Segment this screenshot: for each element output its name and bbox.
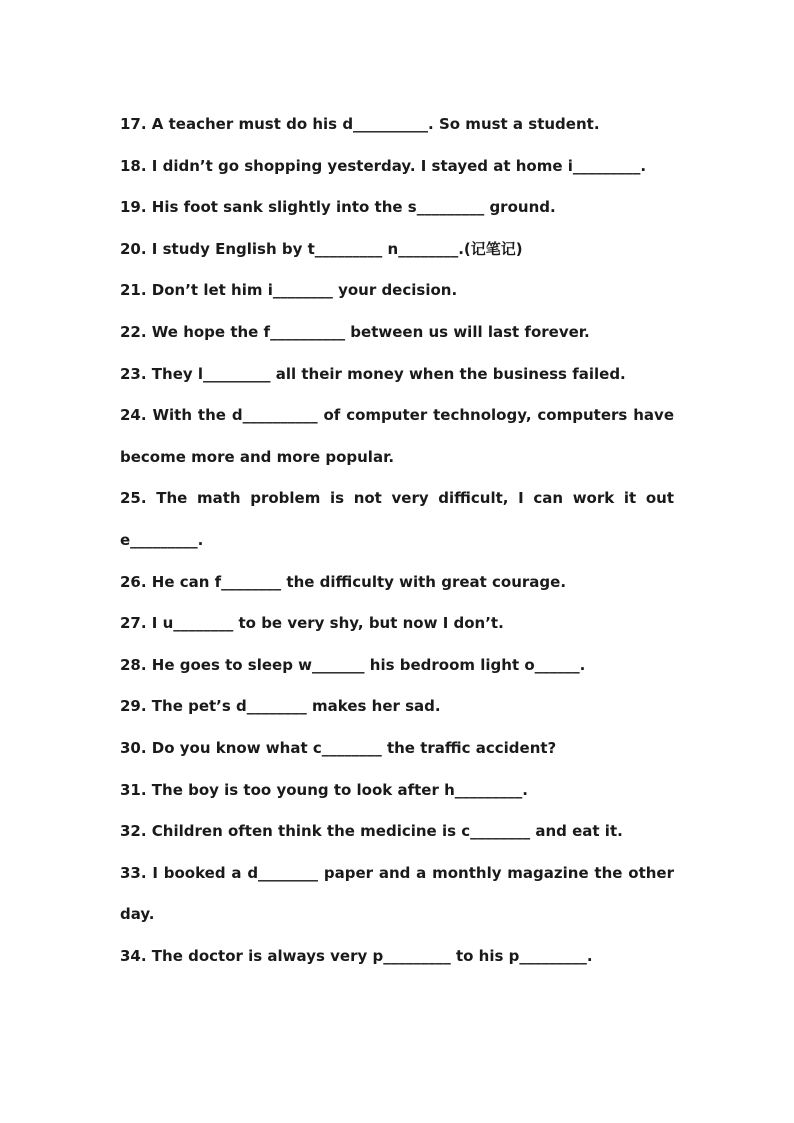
question-33-line-1: 33. I booked a d________ paper and a monthly magazine the other [120,863,674,882]
question-28: 28. He goes to sleep w_______ his bedroom light o______. [120,655,586,674]
question-25-line-2: e_________. [120,530,204,549]
question-32: 32. Children often think the medicine is c________ and eat it. [120,822,623,841]
question-list [120,104,674,977]
question-34: 34. The doctor is always very p_________ to his p_________. [120,946,593,965]
question-30: 30. Do you know what c________ the traffic accident? [120,738,557,757]
question-20: 20. I study English by t_________ n________.(记笔记) [120,239,523,258]
question-24-line-1: 24. With the d__________ of computer technology, computers have [120,406,674,425]
question-23: 23. They l_________ all their money when the business failed. [120,364,626,383]
question-24-line-2: become more and more popular. [120,447,395,466]
question-22: 22. We hope the f__________ between us will last forever. [120,322,590,341]
question-26: 26. He can f________ the difficulty with great courage. [120,572,567,591]
question-27: 27. I u________ to be very shy, but now I don’t. [120,614,504,633]
question-21: 21. Don’t let him i________ your decision. [120,281,458,300]
question-18: 18. I didn’t go shopping yesterday. I stayed at home i_________. [120,156,647,175]
question-29: 29. The pet’s d________ makes her sad. [120,697,441,716]
question-19: 19. His foot sank slightly into the s_________ ground. [120,198,556,217]
question-31: 31. The boy is too young to look after h_________. [120,780,528,799]
question-17: 17. A teacher must do his d__________. So must a student. [120,115,600,133]
question-25-line-1: 25. The math problem is not very difficult, I can work it out [120,489,674,508]
question-33-line-2: day. [120,905,155,924]
